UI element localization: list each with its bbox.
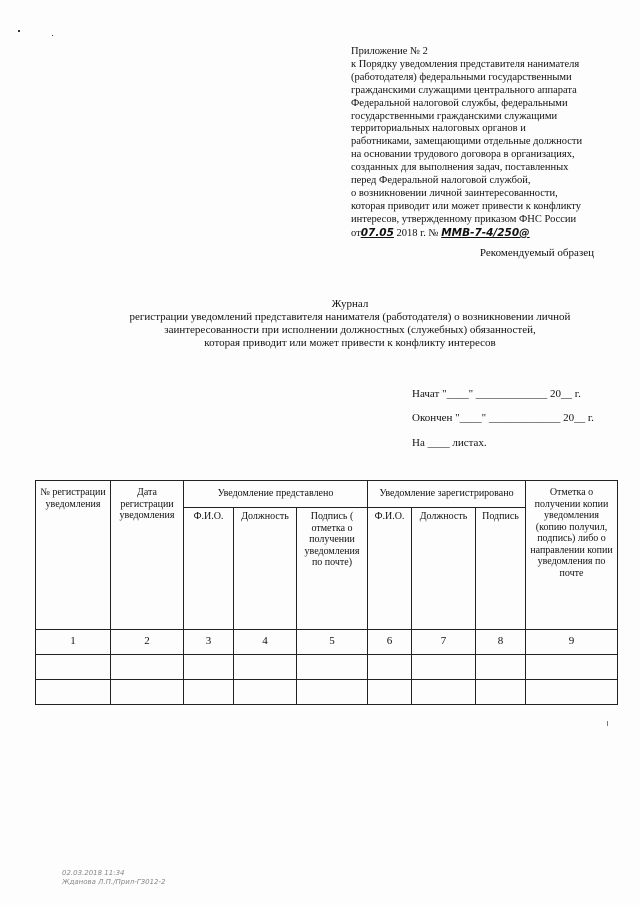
table-cell [368, 680, 412, 705]
col-number-cell: 7 [412, 630, 476, 655]
title-line: заинтересованности при исполнении должностных (служебных) обязанностей, [164, 324, 536, 336]
table-cell [297, 655, 368, 680]
table-cell [184, 680, 234, 705]
order-year: 2018 г. № [396, 227, 439, 239]
appendix-line: которая приводит или может привести к конфликту [351, 200, 581, 212]
order-number: ММВ-7-4/250@ [441, 226, 530, 239]
journal-started: Начат "____" _____________ 20__ г. [412, 388, 581, 400]
table-cell [412, 655, 476, 680]
col-number-cell: 3 [184, 630, 234, 655]
appendix-line: созданных для выполнения задач, поставленных [351, 162, 569, 174]
order-reference [351, 227, 611, 241]
table-cell [412, 680, 476, 705]
table-row [36, 680, 618, 705]
col-copy-mark: Отметка о получении копии уведомления (копию получил, подпись) либо о направлении копии уведомления по почте [526, 481, 618, 630]
table-cell [234, 680, 297, 705]
sheet-count: На ____ листах. [412, 437, 487, 449]
col-position-registered: Должность [412, 508, 476, 630]
col-number-cell: 9 [526, 630, 618, 655]
col-registration-number: № регистрации уведомления [36, 481, 111, 630]
table-row [36, 655, 618, 680]
order-date: 07.05 [360, 226, 394, 239]
appendix-line: интересов, утвержденному приказом ФНС России [351, 213, 577, 225]
journal-ended: Окончен "____" _____________ 20__ г. [412, 412, 594, 424]
table-header-row [36, 481, 618, 508]
appendix-line: территориальных налоговых органов и [351, 123, 526, 135]
appendix-line: государственными гражданскими служащими [351, 110, 558, 122]
appendix-line: Федеральной налоговой службы, федеральными [351, 97, 568, 109]
appendix-line: (работодателя) федеральными государственными [351, 71, 572, 83]
appendix-header [351, 46, 611, 241]
table-cell [36, 680, 111, 705]
table-cell [184, 655, 234, 680]
col-number-cell: 6 [368, 630, 412, 655]
col-number-cell: 8 [476, 630, 526, 655]
appendix-line: о возникновении личной заинтересованности, [351, 187, 558, 199]
title-line: регистрации уведомлений представителя нанимателя (работодателя) о возникновении личной [129, 311, 571, 323]
col-number-cell: 2 [111, 630, 184, 655]
recommended-sample-label: Рекомендуемый образец [479, 247, 594, 259]
table-cell [526, 655, 618, 680]
footer-doc-ref: Жданова Л.П./Прил-ГЗ012-2 [62, 878, 166, 886]
title-line: которая приводит или может привести к конфликту интересов [204, 337, 496, 349]
table-cell [111, 680, 184, 705]
table-cell [526, 680, 618, 705]
col-signature-registered: Подпись [476, 508, 526, 630]
order-prefix: от [351, 227, 361, 239]
scan-speck [52, 35, 53, 36]
table-cell [476, 655, 526, 680]
appendix-line: работниками, замещающими отдельные должности [351, 136, 583, 148]
col-group-submitted: Уведомление представлено [184, 481, 368, 508]
col-number-cell: 4 [234, 630, 297, 655]
scan-speck [607, 721, 608, 726]
col-fio: Ф.И.О. [184, 508, 234, 630]
table-cell [476, 680, 526, 705]
table-cell [111, 655, 184, 680]
appendix-line: перед Федеральной налоговой службой, [351, 175, 531, 187]
journal-title [60, 298, 640, 350]
table-cell [297, 680, 368, 705]
col-number-cell: 5 [297, 630, 368, 655]
appendix-line: гражданскими служащими центрального аппарата [351, 84, 577, 96]
col-signature-mail: Подпись ( отметка о получении уведомления по почте) [297, 508, 368, 630]
col-group-registered: Уведомление зарегистрировано [368, 481, 526, 508]
col-registration-date: Дата регистрации уведомления [111, 481, 184, 630]
appendix-line: на основании трудового договора в организациях, [351, 149, 575, 161]
journal-table [35, 480, 618, 705]
appendix-line: к Порядку уведомления представителя нанимателя [351, 58, 580, 70]
appendix-line: Приложение № 2 [351, 46, 428, 57]
table-cell [36, 655, 111, 680]
col-position: Должность [234, 508, 297, 630]
table-row-numbers [36, 630, 618, 655]
col-number-cell: 1 [36, 630, 111, 655]
title-line: Журнал [331, 298, 369, 310]
table-cell [234, 655, 297, 680]
table-cell [368, 655, 412, 680]
scan-speck [18, 30, 20, 32]
col-fio-registered: Ф.И.О. [368, 508, 412, 630]
footer-timestamp: 02.03.2018 11:34 [62, 869, 125, 877]
